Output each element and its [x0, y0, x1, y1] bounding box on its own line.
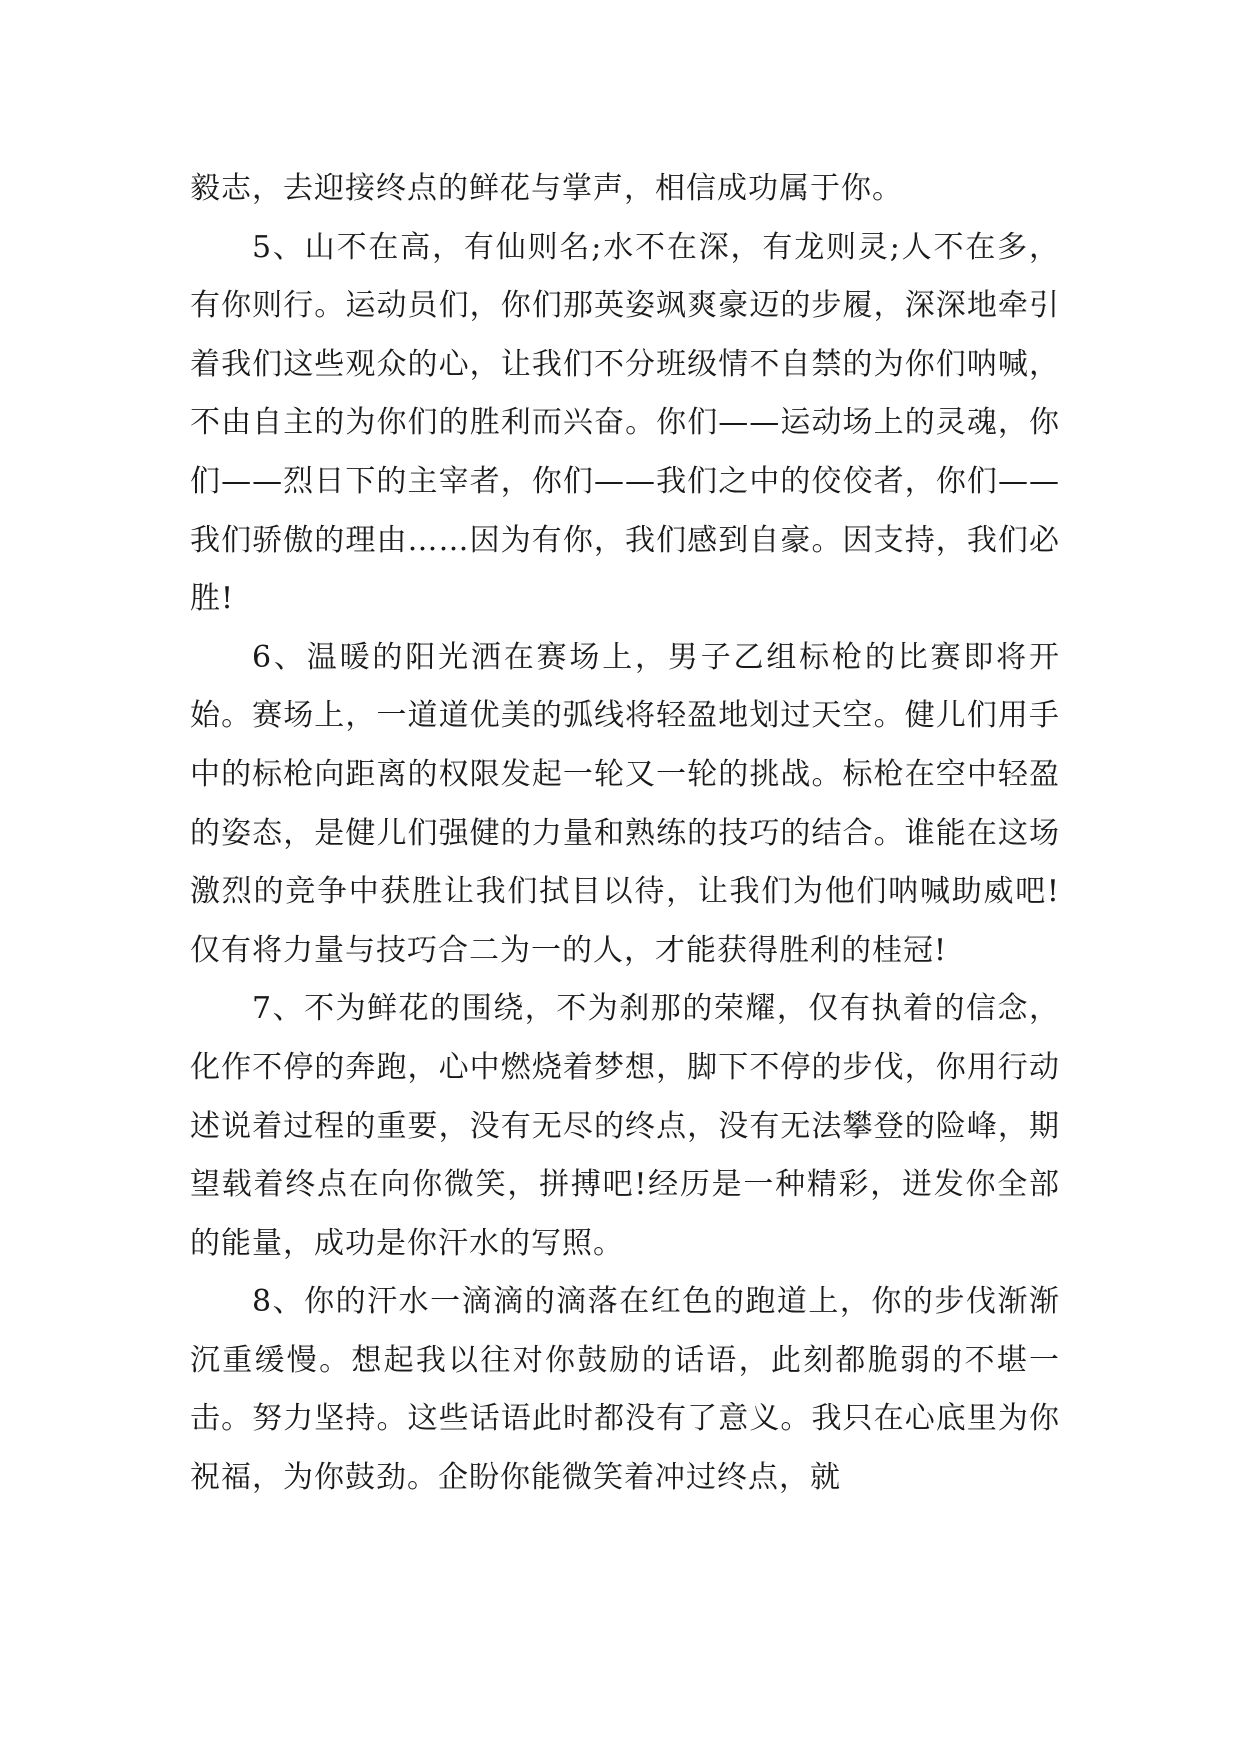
paragraph-continuation: 毅志，去迎接终点的鲜花与掌声，相信成功属于你。 — [190, 171, 903, 206]
paragraph-7: 7、不为鲜花的围绕，不为刹那的荣耀，仅有执着的信念，化作不停的奔跑，心中燃烧着梦想，脚下不停的步伐，你用行动述说着过程的重要，没有无尽的终点，没有无法攀登的险峰，期望载着终点在向你微笑，拼搏吧!经历是一种精彩，迸发你全部的能量，成功是你汗水的写照。 — [190, 991, 1060, 1261]
document-body — [190, 160, 1060, 1508]
paragraph-8: 8、你的汗水一滴滴的滴落在红色的跑道上，你的步伐渐渐沉重缓慢。想起我以往对你鼓励的话语，此刻都脆弱的不堪一击。努力坚持。这些话语此时都没有了意义。我只在心底里为你祝福，为你鼓劲。企盼你能微笑着冲过终点，就 — [190, 1284, 1060, 1496]
paragraph-6: 6、温暖的阳光洒在赛场上，男子乙组标枪的比赛即将开始。赛场上，一道道优美的弧线将轻盈地划过天空。健儿们用手中的标枪向距离的权限发起一轮又一轮的挑战。标枪在空中轻盈的姿态，是健儿们强健的力量和熟练的技巧的结合。谁能在这场激烈的竞争中获胜让我们拭目以待，让我们为他们呐喊助威吧!仅有将力量与技巧合二为一的人，才能获得胜利的桂冠! — [190, 639, 1060, 968]
paragraph-5: 5、山不在高，有仙则名;水不在深，有龙则灵;人不在多，有你则行。运动员们，你们那英姿飒爽豪迈的步履，深深地牵引着我们这些观众的心，让我们不分班级情不自禁的为你们呐喊，不由自主的为你们的胜利而兴奋。你们——运动场上的灵魂，你们——烈日下的主宰者，你们——我们之中的佼佼者，你们——我们骄傲的理由……因为有你，我们感到自豪。因支持，我们必胜! — [190, 229, 1060, 617]
